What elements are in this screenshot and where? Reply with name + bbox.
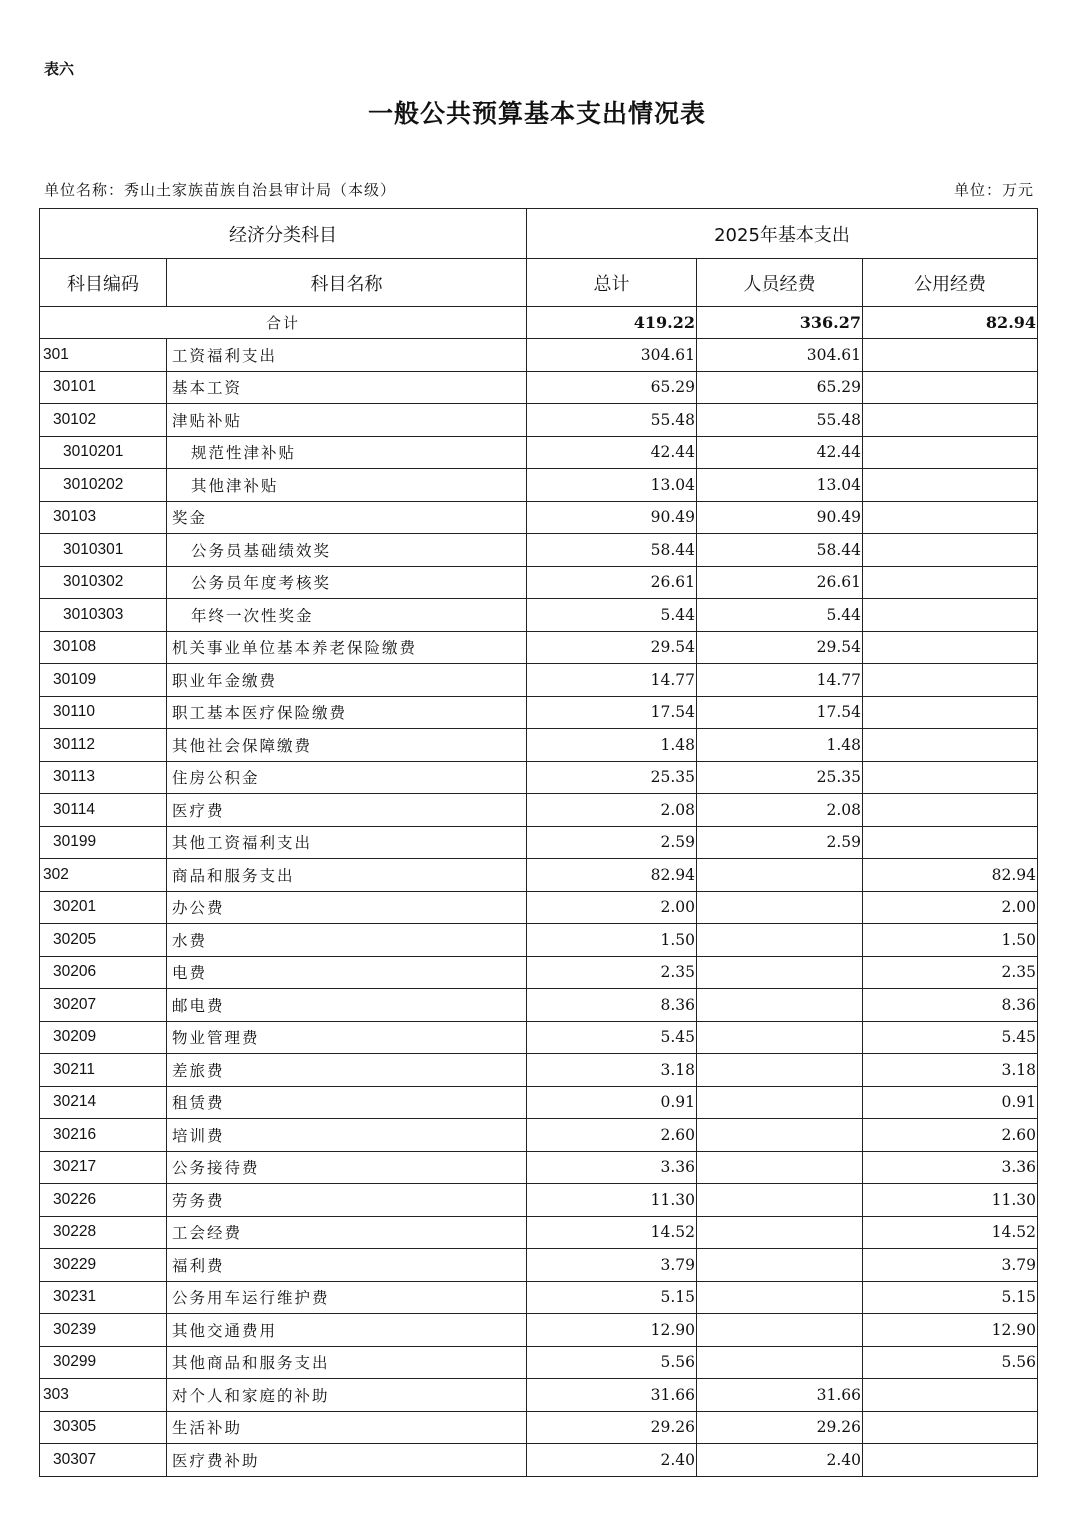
row-personnel	[697, 1249, 863, 1282]
row-public: 2.35	[863, 956, 1038, 989]
row-public	[863, 826, 1038, 859]
header-personnel: 人员经费	[697, 259, 863, 307]
row-total: 55.48	[527, 404, 697, 437]
row-code: 30102	[40, 404, 167, 437]
table-row	[40, 1411, 1038, 1444]
row-name: 生活补助	[167, 1411, 527, 1444]
row-code: 30205	[40, 924, 167, 957]
row-public	[863, 794, 1038, 827]
row-name: 差旅费	[167, 1054, 527, 1087]
row-total: 29.26	[527, 1411, 697, 1444]
row-personnel	[697, 1151, 863, 1184]
row-code: 30103	[40, 501, 167, 534]
row-total: 2.35	[527, 956, 697, 989]
currency-unit-label: 单位：万元	[953, 181, 1034, 199]
header-basic-expenditure-2025: 2025年基本支出	[527, 209, 1038, 259]
row-personnel	[697, 956, 863, 989]
row-name: 其他工资福利支出	[167, 826, 527, 859]
row-code: 3010302	[40, 566, 167, 599]
row-code: 30228	[40, 1216, 167, 1249]
row-public: 3.18	[863, 1054, 1038, 1087]
row-code: 30217	[40, 1151, 167, 1184]
row-total: 14.77	[527, 664, 697, 697]
row-total: 29.54	[527, 631, 697, 664]
table-row	[40, 1184, 1038, 1217]
row-total: 90.49	[527, 501, 697, 534]
row-code: 30209	[40, 1021, 167, 1054]
row-code: 3010201	[40, 436, 167, 469]
row-public: 3.36	[863, 1151, 1038, 1184]
row-public	[863, 599, 1038, 632]
row-name: 工会经费	[167, 1216, 527, 1249]
row-public	[863, 761, 1038, 794]
row-name: 公务接待费	[167, 1151, 527, 1184]
row-personnel: 42.44	[697, 436, 863, 469]
row-name: 医疗费补助	[167, 1444, 527, 1477]
header-public: 公用经费	[863, 259, 1038, 307]
row-name: 医疗费	[167, 794, 527, 827]
row-public: 5.45	[863, 1021, 1038, 1054]
row-code: 302	[40, 859, 167, 892]
table-row	[40, 404, 1038, 437]
table-row	[40, 696, 1038, 729]
row-personnel	[697, 1184, 863, 1217]
row-public: 8.36	[863, 989, 1038, 1022]
table-row	[40, 1086, 1038, 1119]
table-row	[40, 956, 1038, 989]
header-row-columns	[40, 259, 1038, 307]
table-row	[40, 761, 1038, 794]
row-name: 对个人和家庭的补助	[167, 1379, 527, 1412]
row-personnel: 29.54	[697, 631, 863, 664]
row-code: 30206	[40, 956, 167, 989]
row-name: 机关事业单位基本养老保险缴费	[167, 631, 527, 664]
row-total: 31.66	[527, 1379, 697, 1412]
row-code: 30229	[40, 1249, 167, 1282]
row-name: 规范性津补贴	[167, 436, 527, 469]
row-total: 5.45	[527, 1021, 697, 1054]
row-name: 年终一次性奖金	[167, 599, 527, 632]
row-public	[863, 371, 1038, 404]
row-name: 职工基本医疗保险缴费	[167, 696, 527, 729]
row-name: 电费	[167, 956, 527, 989]
total-row	[40, 307, 1038, 339]
row-code: 30201	[40, 891, 167, 924]
row-total: 3.18	[527, 1054, 697, 1087]
row-code: 30211	[40, 1054, 167, 1087]
table-row	[40, 1444, 1038, 1477]
row-total: 42.44	[527, 436, 697, 469]
row-public	[863, 696, 1038, 729]
row-name: 商品和服务支出	[167, 859, 527, 892]
row-personnel	[697, 1021, 863, 1054]
row-code: 30109	[40, 664, 167, 697]
row-name: 住房公积金	[167, 761, 527, 794]
row-code: 30239	[40, 1314, 167, 1347]
row-public: 5.56	[863, 1346, 1038, 1379]
table-row	[40, 1054, 1038, 1087]
row-code: 30207	[40, 989, 167, 1022]
row-public	[863, 501, 1038, 534]
table-row	[40, 891, 1038, 924]
row-total: 11.30	[527, 1184, 697, 1217]
header-code: 科目编码	[40, 259, 167, 307]
row-personnel	[697, 1281, 863, 1314]
header-total: 总计	[527, 259, 697, 307]
row-code: 30231	[40, 1281, 167, 1314]
table-row	[40, 371, 1038, 404]
row-code: 3010301	[40, 534, 167, 567]
row-code: 30214	[40, 1086, 167, 1119]
table-row	[40, 566, 1038, 599]
row-public: 14.52	[863, 1216, 1038, 1249]
row-name: 培训费	[167, 1119, 527, 1152]
row-public: 82.94	[863, 859, 1038, 892]
row-public	[863, 534, 1038, 567]
unit-name-label: 单位名称：秀山土家族苗族自治县审计局（本级）	[44, 181, 397, 199]
row-personnel	[697, 1216, 863, 1249]
row-name: 公务员基础绩效奖	[167, 534, 527, 567]
row-name: 基本工资	[167, 371, 527, 404]
row-total: 12.90	[527, 1314, 697, 1347]
row-total: 2.59	[527, 826, 697, 859]
row-personnel: 25.35	[697, 761, 863, 794]
row-code: 303	[40, 1379, 167, 1412]
row-personnel: 29.26	[697, 1411, 863, 1444]
row-public	[863, 1379, 1038, 1412]
row-name: 水费	[167, 924, 527, 957]
row-public: 2.00	[863, 891, 1038, 924]
table-row	[40, 826, 1038, 859]
table-row	[40, 534, 1038, 567]
row-public: 3.79	[863, 1249, 1038, 1282]
table-row	[40, 1151, 1038, 1184]
row-code: 30305	[40, 1411, 167, 1444]
row-code: 301	[40, 339, 167, 372]
row-public	[863, 631, 1038, 664]
row-public	[863, 436, 1038, 469]
row-personnel	[697, 859, 863, 892]
table-row	[40, 859, 1038, 892]
table-row	[40, 794, 1038, 827]
row-total: 58.44	[527, 534, 697, 567]
row-total: 5.44	[527, 599, 697, 632]
row-name: 租赁费	[167, 1086, 527, 1119]
table-row	[40, 469, 1038, 502]
row-personnel: 14.77	[697, 664, 863, 697]
row-personnel: 5.44	[697, 599, 863, 632]
table-row	[40, 1249, 1038, 1282]
total-public: 82.94	[863, 307, 1038, 339]
table-row	[40, 729, 1038, 762]
row-personnel	[697, 1086, 863, 1119]
row-total: 65.29	[527, 371, 697, 404]
row-name: 劳务费	[167, 1184, 527, 1217]
row-code: 30108	[40, 631, 167, 664]
row-name: 邮电费	[167, 989, 527, 1022]
row-total: 25.35	[527, 761, 697, 794]
row-name: 津贴补贴	[167, 404, 527, 437]
row-personnel: 31.66	[697, 1379, 863, 1412]
row-code: 30216	[40, 1119, 167, 1152]
row-name: 其他津补贴	[167, 469, 527, 502]
table-row	[40, 599, 1038, 632]
row-personnel: 26.61	[697, 566, 863, 599]
table-row	[40, 631, 1038, 664]
row-name: 公务员年度考核奖	[167, 566, 527, 599]
row-personnel	[697, 1119, 863, 1152]
table-row	[40, 501, 1038, 534]
row-personnel	[697, 989, 863, 1022]
row-code: 3010202	[40, 469, 167, 502]
row-personnel: 2.08	[697, 794, 863, 827]
row-personnel	[697, 924, 863, 957]
row-personnel	[697, 1346, 863, 1379]
row-total: 3.79	[527, 1249, 697, 1282]
row-total: 2.40	[527, 1444, 697, 1477]
row-total: 17.54	[527, 696, 697, 729]
row-total: 1.50	[527, 924, 697, 957]
row-name: 公务用车运行维护费	[167, 1281, 527, 1314]
row-total: 8.36	[527, 989, 697, 1022]
row-total: 0.91	[527, 1086, 697, 1119]
row-public	[863, 404, 1038, 437]
row-name: 工资福利支出	[167, 339, 527, 372]
row-name: 福利费	[167, 1249, 527, 1282]
table-row	[40, 1021, 1038, 1054]
table-row	[40, 989, 1038, 1022]
table-row	[40, 1119, 1038, 1152]
row-personnel: 17.54	[697, 696, 863, 729]
row-public	[863, 339, 1038, 372]
row-public	[863, 729, 1038, 762]
header-economic-classification: 经济分类科目	[40, 209, 527, 259]
header-row-group	[40, 209, 1038, 259]
table-row	[40, 1314, 1038, 1347]
budget-expenditure-table	[39, 208, 1038, 1477]
row-code: 30199	[40, 826, 167, 859]
table-row	[40, 1379, 1038, 1412]
row-personnel: 55.48	[697, 404, 863, 437]
row-total: 2.00	[527, 891, 697, 924]
total-label: 合计	[40, 307, 527, 339]
row-total: 3.36	[527, 1151, 697, 1184]
row-total: 14.52	[527, 1216, 697, 1249]
row-total: 26.61	[527, 566, 697, 599]
total-personnel: 336.27	[697, 307, 863, 339]
row-total: 304.61	[527, 339, 697, 372]
row-code: 30101	[40, 371, 167, 404]
row-code: 30299	[40, 1346, 167, 1379]
row-total: 82.94	[527, 859, 697, 892]
row-public	[863, 469, 1038, 502]
row-code: 30112	[40, 729, 167, 762]
row-public: 11.30	[863, 1184, 1038, 1217]
total-sum: 419.22	[527, 307, 697, 339]
row-public: 5.15	[863, 1281, 1038, 1314]
table-row	[40, 664, 1038, 697]
table-number: 表六	[44, 60, 75, 78]
row-name: 其他商品和服务支出	[167, 1346, 527, 1379]
row-public	[863, 566, 1038, 599]
row-total: 1.48	[527, 729, 697, 762]
table-row	[40, 1281, 1038, 1314]
row-public	[863, 1444, 1038, 1477]
table-row	[40, 436, 1038, 469]
row-personnel: 13.04	[697, 469, 863, 502]
row-name: 物业管理费	[167, 1021, 527, 1054]
row-code: 30114	[40, 794, 167, 827]
row-code: 3010303	[40, 599, 167, 632]
row-personnel: 1.48	[697, 729, 863, 762]
row-code: 30110	[40, 696, 167, 729]
row-name: 其他交通费用	[167, 1314, 527, 1347]
row-code: 30226	[40, 1184, 167, 1217]
row-personnel: 65.29	[697, 371, 863, 404]
row-total: 13.04	[527, 469, 697, 502]
row-personnel: 2.59	[697, 826, 863, 859]
table-row	[40, 1216, 1038, 1249]
row-personnel	[697, 1054, 863, 1087]
table-row	[40, 1346, 1038, 1379]
row-public	[863, 664, 1038, 697]
table-row	[40, 339, 1038, 372]
row-total: 2.60	[527, 1119, 697, 1152]
row-total: 5.15	[527, 1281, 697, 1314]
row-personnel	[697, 1314, 863, 1347]
row-personnel	[697, 891, 863, 924]
row-personnel: 58.44	[697, 534, 863, 567]
row-personnel: 2.40	[697, 1444, 863, 1477]
row-public: 1.50	[863, 924, 1038, 957]
row-public: 12.90	[863, 1314, 1038, 1347]
row-public	[863, 1411, 1038, 1444]
row-code: 30307	[40, 1444, 167, 1477]
row-code: 30113	[40, 761, 167, 794]
row-total: 2.08	[527, 794, 697, 827]
header-name: 科目名称	[167, 259, 527, 307]
row-public: 0.91	[863, 1086, 1038, 1119]
row-personnel: 90.49	[697, 501, 863, 534]
row-public: 2.60	[863, 1119, 1038, 1152]
row-total: 5.56	[527, 1346, 697, 1379]
row-name: 办公费	[167, 891, 527, 924]
page-title: 一般公共预算基本支出情况表	[367, 99, 706, 128]
row-personnel: 304.61	[697, 339, 863, 372]
row-name: 职业年金缴费	[167, 664, 527, 697]
row-name: 其他社会保障缴费	[167, 729, 527, 762]
row-name: 奖金	[167, 501, 527, 534]
table-row	[40, 924, 1038, 957]
